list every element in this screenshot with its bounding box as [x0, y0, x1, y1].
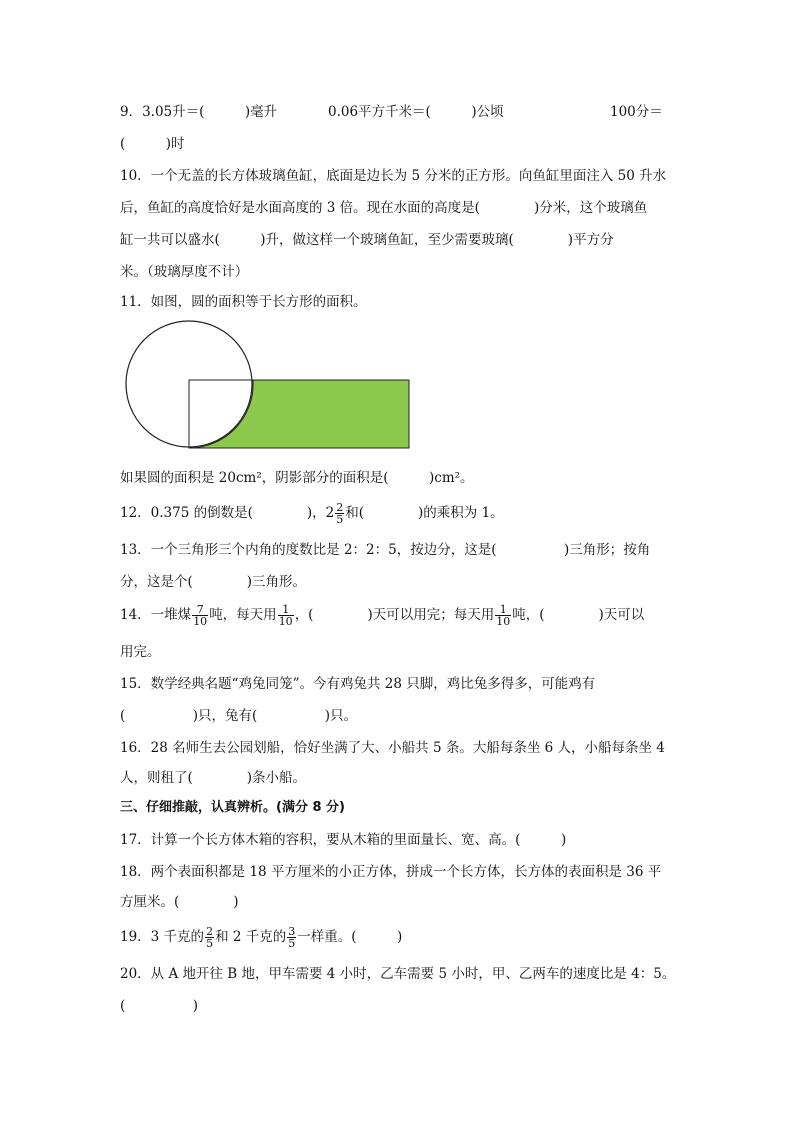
q10-line1: 10．一个无盖的长方体玻璃鱼缸，底面是边长为 5 分米的正方形。向鱼缸里面注入 50 升水: [120, 168, 667, 184]
q14-line2: 用完。: [120, 644, 161, 660]
circle-rectangle-figure: [118, 316, 418, 456]
q19-text-2: 和 2 千克的: [215, 929, 287, 945]
q12-line: [120, 500, 504, 526]
q20-line1: 20．从 A 地开往 B 地，甲车需要 4 小时，乙车需要 5 小时，甲、乙两车的速度比是 4：5。: [120, 966, 676, 982]
q9-part3: 100分＝: [610, 104, 663, 120]
fraction: $\frac{1}{10}$: [278, 603, 293, 628]
fraction: $\frac{3}{5}$: [288, 925, 296, 950]
q19-text-1: 19．3 千克的: [120, 929, 205, 945]
q19-line: [120, 924, 402, 950]
q14-line1: [120, 602, 644, 628]
q10-line2: 后，鱼缸的高度恰好是水面高度的 3 倍。现在水面的高度是( )分米，这个玻璃鱼: [120, 200, 648, 216]
q19-text-3: 一样重。( ): [297, 929, 403, 945]
q10-line4: 米。（玻璃厚度不计）: [120, 264, 249, 280]
q9-part1: 9．3.05升＝( )毫升: [120, 104, 278, 120]
q18-line1: 18．两个表面积都是 18 平方厘米的小正方体，拼成一个长方体，长方体的表面积是 36 平: [120, 864, 662, 880]
q9-part2: 0.06平方千米＝( )公顷: [328, 104, 504, 120]
fraction: $\frac{7}{10}$: [193, 603, 208, 628]
q15-line2: ( )只，兔有( )只。: [120, 708, 358, 724]
q9-part4: ( )时: [120, 136, 185, 152]
q11-line1: 11．如图，圆的面积等于长方形的面积。: [120, 294, 367, 310]
section-heading: 三、仔细推敲，认真辨析。(满分 8 分): [120, 800, 345, 815]
q15-line1: 15．数学经典名题“鸡兔同笼”。今有鸡兔共 28 只脚，鸡比兔多得多，可能鸡有: [120, 676, 596, 692]
q13-line1: 13．一个三角形三个内角的度数比是 2：2：5，按边分，这是( )三角形；按角: [120, 542, 651, 558]
q14-text-4: 吨，( )天可以: [512, 607, 645, 623]
q14-text-2: 吨，每天用: [209, 607, 277, 623]
q20-line2: ( ): [120, 998, 199, 1014]
q16-line2: 人，则租了( )条小船。: [120, 770, 307, 786]
q17-line: 17．计算一个长方体木箱的容积，要从木箱的里面量长、宽、高。( ): [120, 832, 567, 848]
fraction: $\frac{2}{5}$: [206, 925, 214, 950]
q12-text-post: 和( )的乘积为 1。: [345, 505, 504, 521]
q12-text-pre: 12．0.375 的倒数是( )，2: [120, 505, 335, 521]
q16-line1: 16．28 名师生去公园划船，恰好坐满了大、小船共 5 条。大船每条坐 6 人，小船每条坐 4: [120, 740, 665, 756]
q10-line3: 缸一共可以盛水( )升，做这样一个玻璃鱼缸，至少需要玻璃( )平方分: [120, 232, 614, 248]
fraction: $\frac{1}{10}$: [496, 603, 511, 628]
q18-line2: 方厘米。( ): [120, 894, 239, 910]
q14-text-3: ，( )天可以用完；每天用: [294, 607, 495, 623]
q11-line2: 如果圆的面积是 20cm²，阴影部分的面积是( )cm²。: [120, 470, 474, 486]
q13-line2: 分，这是个( )三角形。: [120, 574, 307, 590]
fraction: $\frac{2}{5}$: [336, 501, 344, 526]
q14-text-1: 14．一堆煤: [120, 607, 192, 623]
